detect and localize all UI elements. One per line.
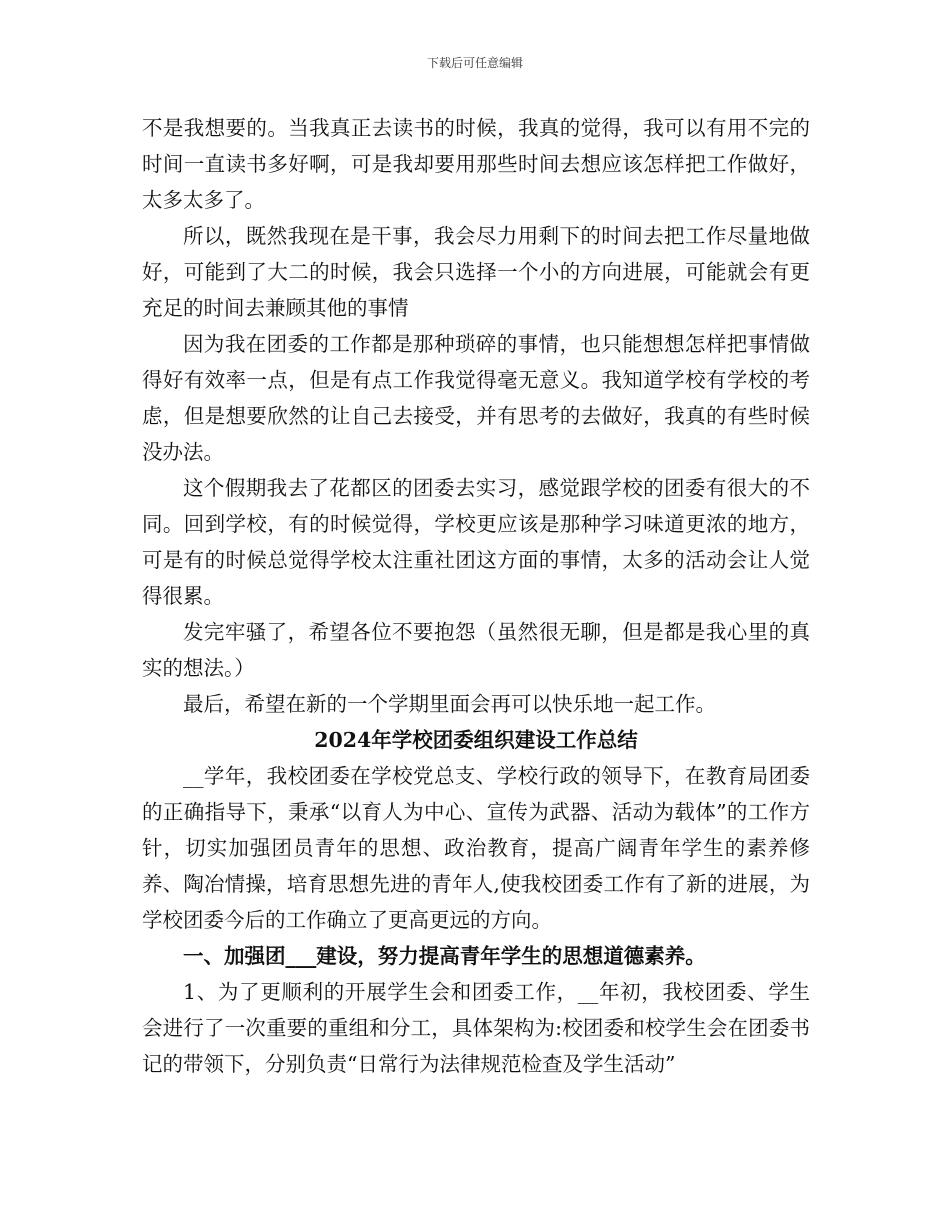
page-header: 下载后可任意编辑 [426, 56, 523, 70]
paragraph: 所以，既然我现在是干事，我会尽力用剩下的时间去把工作尽量地做好，可能到了大二的时候，我会只选择一个小的方向进展，可能就会有更充足的时间去兼顾其他的事情 [142, 224, 810, 320]
paragraph: 发完牢骚了，希望各位不要抱怨（虽然很无聊，但是都是我心里的真实的想法。） [142, 620, 810, 680]
section-paragraph: 1、为了更顺利的开展学生会和团委工作，__年初，我校团委、学生会进行了一次重要的重组和分工，具体架构为:校团委和校学生会在团委书记的带领下，分别负责“日常行为法律规范检查及学生活动” [142, 980, 810, 1076]
paragraph: 这个假期我去了花都区的团委去实习，感觉跟学校的团委有很大的不同。回到学校，有的时候觉得，学校更应该是那种学习味道更浓的地方，可是有的时候总觉得学校太注重社团这方面的事情，太多的活动会让人觉得很累。 [142, 476, 810, 608]
section-heading: 一、加强团___建设，努力提高青年学生的思想道德素养。 [183, 944, 706, 968]
paragraph: 最后，希望在新的一个学期里面会再可以快乐地一起工作。 [183, 692, 716, 716]
document-body [142, 110, 810, 1082]
paragraph: 因为我在团委的工作都是那种琐碎的事情，也只能想想怎样把事情做得好有效率一点，但是有点工作我觉得毫无意义。我知道学校有学校的考虑，但是想要欣然的让自己去接受，并有思考的去做好，我真的有些时候没办法。 [142, 332, 810, 464]
document-title: 2024年学校团委组织建设工作总结 [314, 728, 638, 752]
paragraph: 不是我想要的。当我真正去读书的时候，我真的觉得，我可以有用不完的时间一直读书多好啊，可是我却要用那些时间去想应该怎样把工作做好，太多太多了。 [142, 116, 810, 212]
intro-paragraph: __学年，我校团委在学校党总支、学校行政的领导下，在教育局团委的正确指导下，秉承“以育人为中心、宣传为武器、活动为载体”的工作方针，切实加强团员青年的思想、政治教育，提高广阔青年学生的素养修养、陶冶情操，培育思想先进的青年人,使我校团委工作有了新的进展，为学校团委今后的工作确立了更高更远的方向。 [142, 764, 810, 932]
